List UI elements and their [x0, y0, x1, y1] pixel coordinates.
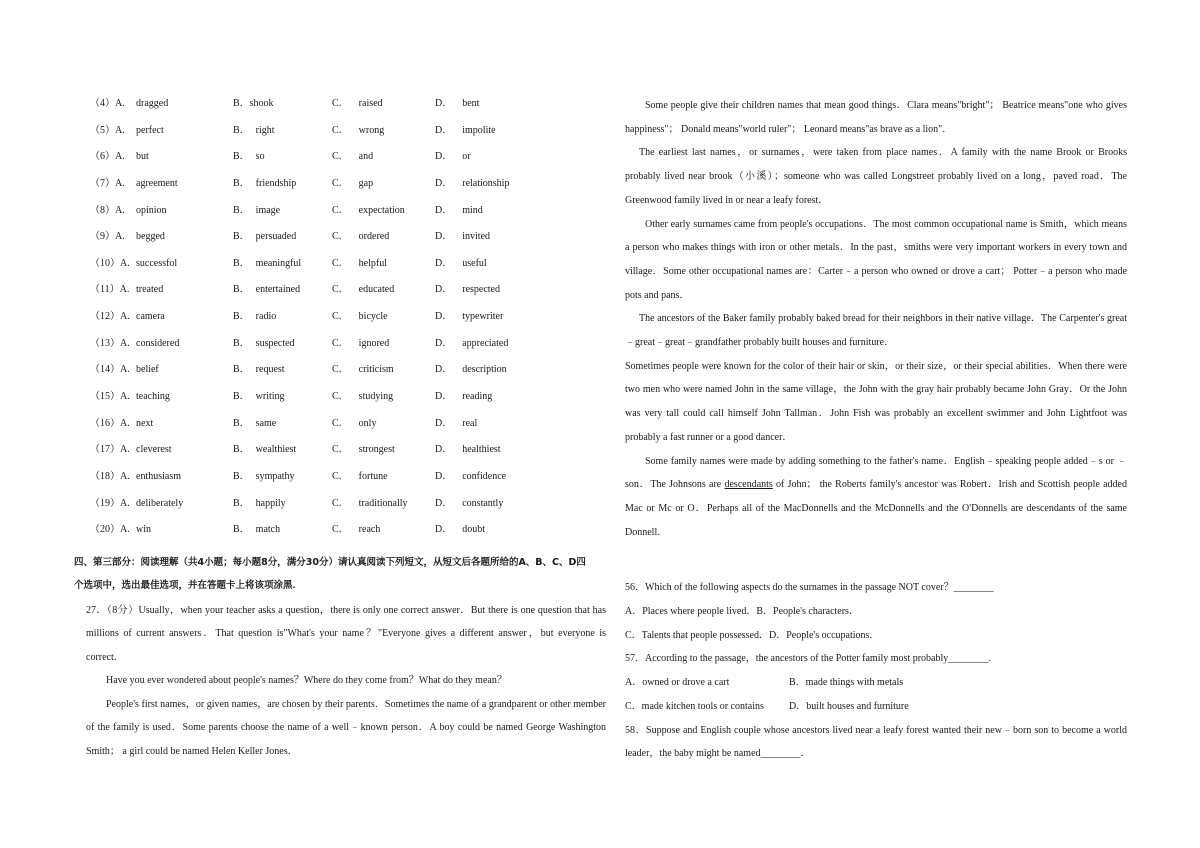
option-b — [233, 94, 274, 114]
option-b-text: request — [255, 364, 285, 376]
option-c — [332, 174, 373, 194]
option-b-letter: B． — [233, 391, 250, 403]
option-d-letter: D． — [435, 470, 453, 482]
option-a: next — [136, 417, 154, 429]
option-d — [435, 334, 508, 354]
question-57-option-c: C．made kitchen tools or contains — [625, 700, 764, 712]
underlined-word-descendants: descendants — [724, 479, 773, 491]
option-a: win — [136, 524, 151, 536]
question-57: 57．According to the passage，the ancestors of the Potter family most probably________． — [625, 653, 999, 665]
option-row — [86, 227, 606, 254]
passage-paragraph-4: The ancestors of the Baker family probably baked bread for their neighbors in their native village．The Carpenter's great﹣great﹣great﹣grandfather probably built houses and furniture． — [625, 313, 1127, 349]
option-b — [233, 147, 265, 167]
option-b — [233, 467, 295, 487]
option-b — [233, 227, 296, 247]
option-d-text: doubt — [462, 524, 486, 536]
option-number: （13）A. — [90, 337, 130, 349]
option-c-text: raised — [358, 98, 383, 109]
option-c-letter: C． — [332, 337, 349, 349]
option-c-text: studying — [358, 391, 394, 403]
option-d-text: reading — [462, 391, 493, 403]
option-b — [233, 360, 285, 380]
option-d — [435, 121, 496, 141]
option-d-letter: D． — [435, 337, 453, 349]
option-d-letter: D． — [435, 124, 453, 136]
option-b-text: meaningful — [255, 257, 302, 269]
option-d — [435, 201, 483, 221]
option-row — [86, 147, 606, 174]
option-b-letter: B． — [233, 470, 250, 482]
option-number: （5）A. — [90, 124, 125, 136]
option-c — [332, 467, 388, 487]
question-56-options-cd: C．Talents that people possessed．D．People's occupations． — [625, 629, 880, 641]
option-b-text: right — [255, 124, 275, 136]
option-c-text: traditionally — [358, 497, 408, 509]
option-a: but — [136, 151, 149, 163]
option-d-letter: D． — [435, 364, 453, 376]
question-57-option-a: A．owned or drove a cart — [625, 677, 730, 689]
option-b — [233, 520, 280, 540]
passage-paragraph-5: Sometimes people were known for the color of their hair or skin，or their size，or their special abilities．When there were two men who were named John in the same village，the John with the gray hair probably became John Gray．Or the John was very tall could call himself John Tallman．John Fish was probably an excellent swimmer and John Lightfoot was probably a fast runner or a good dancer． — [625, 360, 1127, 443]
option-b-letter: B． — [233, 124, 250, 136]
option-d — [435, 467, 506, 487]
option-number: （14）A. — [90, 364, 130, 376]
option-a: successfol — [136, 257, 178, 269]
option-d-letter: D． — [435, 204, 453, 216]
option-b — [233, 121, 275, 141]
option-d — [435, 174, 509, 194]
option-d-text: mind — [462, 204, 483, 216]
option-d-text: confidence — [462, 470, 507, 482]
option-b — [233, 307, 276, 327]
option-row — [86, 280, 606, 307]
option-d-text: invited — [462, 231, 491, 243]
option-d-text: relationship — [462, 177, 510, 189]
option-c — [332, 147, 373, 167]
option-b-letter: B． — [233, 151, 250, 163]
option-b-letter: B． — [233, 337, 250, 349]
option-d-letter: D． — [435, 497, 453, 509]
option-number: （9）A. — [90, 231, 125, 243]
question-58: 58．Suppose and English couple whose ancestors lived near a leafy forest wanted their new﹣born son to become a world leader，the baby might be named________． — [625, 724, 1127, 760]
option-d — [435, 94, 479, 114]
option-a: belief — [136, 364, 159, 376]
option-b-letter: B． — [233, 204, 250, 216]
question-57-option-b: B．made things with metals — [789, 677, 904, 689]
option-number: （10）A. — [90, 257, 130, 269]
question-57-options-ab — [625, 671, 1127, 695]
option-c-letter: C． — [332, 257, 349, 269]
option-c-letter: C． — [332, 151, 349, 163]
question-57-option-d: D．built houses and furniture — [789, 700, 909, 712]
option-b-letter: B． — [233, 284, 250, 296]
option-b-text: friendship — [255, 177, 297, 189]
option-c-text: expectation — [358, 204, 405, 216]
option-c-letter: C． — [332, 98, 349, 109]
option-d-letter: D． — [435, 444, 453, 456]
option-number: （6）A. — [90, 151, 125, 163]
option-c — [332, 334, 389, 354]
option-d-letter: D． — [435, 311, 453, 323]
option-b-text: wealthiest — [255, 444, 297, 456]
passage-paragraph-3: Other early surnames came from people's occupations．The most common occupational name is Smith，which means a person who makes things with iron or other metals．In the past，smiths were very important workers in every town and village．Some other occupational names are：Carter﹣a person who owned or drove a cart； Potter﹣a person who made pots and pans． — [625, 218, 1127, 301]
option-number: （16）A. — [90, 417, 130, 429]
option-row — [86, 387, 606, 414]
option-d-text: impolite — [462, 124, 496, 136]
option-b — [233, 254, 301, 274]
passage-paragraph-6-start: Some family names were made by adding something to the father's name．English﹣speaking people added﹣s or ﹣son．The Johnsons are — [625, 455, 1127, 491]
option-b-letter: B． — [233, 231, 250, 243]
option-d-text: typewriter — [462, 311, 504, 323]
option-c — [332, 307, 388, 327]
option-c — [332, 201, 405, 221]
option-b-letter: B．shook — [233, 98, 274, 109]
option-b — [233, 440, 296, 460]
option-b-text: match — [255, 524, 281, 536]
option-b-letter: B． — [233, 257, 250, 269]
option-c — [332, 520, 380, 540]
option-a: cleverest — [136, 444, 172, 456]
option-row — [86, 174, 606, 201]
option-c-letter: C． — [332, 311, 349, 323]
option-a: opinion — [136, 204, 167, 216]
option-c-text: ignored — [358, 337, 390, 349]
option-b — [233, 494, 286, 514]
question-56: 56．Which of the following aspects do the surnames in the passage NOT cover？________ — [625, 582, 994, 594]
option-a: begged — [136, 231, 165, 243]
option-d-text: real — [462, 417, 478, 429]
option-c-letter: C． — [332, 284, 349, 296]
option-a: enthusiasm — [136, 470, 181, 482]
options-list — [86, 94, 606, 547]
option-c-text: fortune — [358, 470, 388, 482]
option-c-text: and — [358, 151, 374, 163]
option-b-text: sympathy — [255, 470, 295, 482]
option-d — [435, 307, 503, 327]
option-b — [233, 387, 285, 407]
option-b-letter: B． — [233, 444, 250, 456]
option-b-letter: B． — [233, 417, 250, 429]
option-b-letter: B． — [233, 497, 250, 509]
option-c — [332, 360, 394, 380]
option-d — [435, 254, 487, 274]
option-number: （12）A. — [90, 311, 130, 323]
option-d-text: healthiest — [462, 444, 501, 456]
passage-paragraph-6 — [625, 450, 1127, 545]
section-heading: 四、第三部分：阅读理解（共4小题；每小题8分，满分30分）请认真阅读下列短文，从短文后各题所给的A、B、C、D四个选项中，选出最佳选项，并在答题卡上将该项涂黑． — [74, 556, 586, 591]
option-a: dragged — [136, 98, 169, 109]
option-b-letter: B． — [233, 524, 250, 536]
option-number: （18）A. — [90, 470, 130, 482]
question-27-paragraph-2: People's first names，or given names，are chosen by their parents．Sometimes the name of a grandparent or other member of the family is used．Some parents choose the name of a well﹣known person．A boy could be named George Washington Smith； a girl could be named Helen Keller Jones． — [86, 698, 606, 757]
option-a: perfect — [136, 124, 164, 136]
option-row — [86, 360, 606, 387]
option-d — [435, 520, 485, 540]
option-row — [86, 121, 606, 148]
option-c-letter: C． — [332, 364, 349, 376]
option-row — [86, 201, 606, 228]
option-d-letter: D． — [435, 257, 453, 269]
left-column — [74, 94, 606, 763]
option-d-text: bent — [462, 98, 480, 109]
option-d — [435, 387, 492, 407]
option-b-text: suspected — [255, 337, 295, 349]
option-c-text: reach — [358, 524, 381, 536]
option-b — [233, 280, 300, 300]
option-b-text: persuaded — [255, 231, 297, 243]
option-d-letter: D． — [435, 177, 453, 189]
option-c — [332, 494, 408, 514]
option-number: （15）A. — [90, 391, 130, 403]
option-b — [233, 201, 280, 221]
option-b-text: writing — [255, 391, 285, 403]
option-a: deliberately — [136, 497, 184, 509]
option-d — [435, 227, 490, 247]
option-d-text: respected — [462, 284, 500, 296]
option-row — [86, 414, 606, 441]
option-c-text: wrong — [358, 124, 385, 136]
option-d-letter: D． — [435, 391, 453, 403]
option-row — [86, 307, 606, 334]
option-number: （7）A. — [90, 177, 125, 189]
option-c — [332, 387, 393, 407]
passage-paragraph-1: Some people give their children names that mean good things．Clara means"bright"； Beatrice means"one who gives happiness"； Donald means"world ruler"； Leonard means"as brave as a lion"． — [625, 100, 1127, 135]
option-row — [86, 334, 606, 361]
option-c-text: helpful — [358, 257, 387, 269]
question-27-paragraph-1: Have you ever wondered about people's names？Where do they come from？What do they mean？ — [106, 675, 507, 687]
option-row — [86, 440, 606, 467]
option-number: （17）A. — [90, 444, 130, 456]
option-row — [86, 494, 606, 521]
option-row — [86, 467, 606, 494]
option-number: （20）A. — [90, 524, 130, 536]
option-c — [332, 414, 376, 434]
option-b-text: entertained — [255, 284, 301, 296]
option-c-text: ordered — [358, 231, 390, 243]
option-b-letter: B． — [233, 177, 250, 189]
option-c-letter: C． — [332, 204, 349, 216]
right-column — [625, 94, 1127, 766]
option-d-text: or — [462, 151, 471, 163]
option-c-text: strongest — [358, 444, 395, 456]
option-d-text: appreciated — [462, 337, 509, 349]
option-b — [233, 334, 295, 354]
option-c-letter: C． — [332, 177, 349, 189]
option-a: agreement — [136, 177, 178, 189]
option-c — [332, 440, 395, 460]
option-number: （4）A. — [90, 98, 125, 109]
option-d-text: useful — [462, 257, 487, 269]
option-c-text: educated — [358, 284, 395, 296]
option-b-text: radio — [255, 311, 277, 323]
question-27 — [86, 599, 606, 764]
question-57-options-cd — [625, 695, 1127, 719]
option-number: （11）A. — [90, 284, 130, 296]
option-b-text: happily — [255, 497, 286, 509]
option-d-letter: D． — [435, 524, 453, 536]
option-c-text: bicycle — [358, 311, 388, 323]
option-d — [435, 147, 471, 167]
option-c-letter: C． — [332, 444, 349, 456]
question-56-options-ab: A．Places where people lived．B．People's characters． — [625, 606, 859, 618]
option-b — [233, 414, 276, 434]
passage-paragraph-2: The earliest last names，or surnames，were taken from place names．A family with the name Brook or Brooks probably lived near brook（小溪）；someone who was called Longstreet probably lived on a long，paved road．The Greenwood family lived in or near a leafy forest． — [625, 147, 1127, 206]
option-d-letter: D． — [435, 231, 453, 243]
option-c-text: criticism — [358, 364, 394, 376]
option-c-letter: C． — [332, 497, 349, 509]
option-d-letter: D． — [435, 151, 453, 163]
spacer — [625, 544, 1127, 576]
option-number: （19）A. — [90, 497, 130, 509]
option-d — [435, 494, 503, 514]
option-d-letter: D． — [435, 284, 453, 296]
option-d-text: description — [462, 364, 507, 376]
option-d — [435, 360, 507, 380]
option-c-letter: C． — [332, 391, 349, 403]
option-a: considered — [136, 337, 180, 349]
option-b-text: same — [255, 417, 277, 429]
option-c — [332, 227, 389, 247]
option-a: teaching — [136, 391, 170, 403]
option-d — [435, 414, 477, 434]
option-row — [86, 94, 606, 121]
question-27-lead: 27．（8分）Usually，when your teacher asks a question，there is only one correct answer．But there is one question that has millions of current answers．That question is"What's your name？"Everyone gives a different answer，but everyone is correct． — [86, 604, 606, 663]
option-number: （8）A. — [90, 204, 125, 216]
option-b-text: image — [255, 204, 281, 216]
option-d-letter: D． — [435, 98, 453, 109]
option-a: treated — [136, 284, 164, 296]
option-b — [233, 174, 296, 194]
option-d — [435, 440, 501, 460]
option-c — [332, 254, 387, 274]
option-d-letter: D． — [435, 417, 453, 429]
option-c-letter: C． — [332, 231, 349, 243]
option-b-letter: B． — [233, 364, 250, 376]
option-a: camera — [136, 311, 165, 323]
option-row — [86, 254, 606, 281]
option-c — [332, 121, 384, 141]
option-d-text: constantly — [462, 497, 504, 509]
option-c-text: gap — [358, 177, 374, 189]
option-b-letter: B． — [233, 311, 250, 323]
option-row — [86, 520, 606, 547]
option-b-text: so — [255, 151, 265, 163]
option-c-letter: C． — [332, 524, 349, 536]
option-c-letter: C． — [332, 124, 349, 136]
option-c — [332, 94, 383, 114]
option-c — [332, 280, 394, 300]
option-c-letter: C． — [332, 470, 349, 482]
option-c-text: only — [358, 417, 377, 429]
passage-paragraph-6-end: of John； the Roberts family's ancestor was Robert．Irish and Scottish people added Mac or Mc or O．Perhaps all of the MacDonnells and the McDonnells and the O'Donnells are descendants of the same Donnell． — [625, 479, 1127, 538]
option-c-letter: C． — [332, 417, 349, 429]
option-d — [435, 280, 500, 300]
